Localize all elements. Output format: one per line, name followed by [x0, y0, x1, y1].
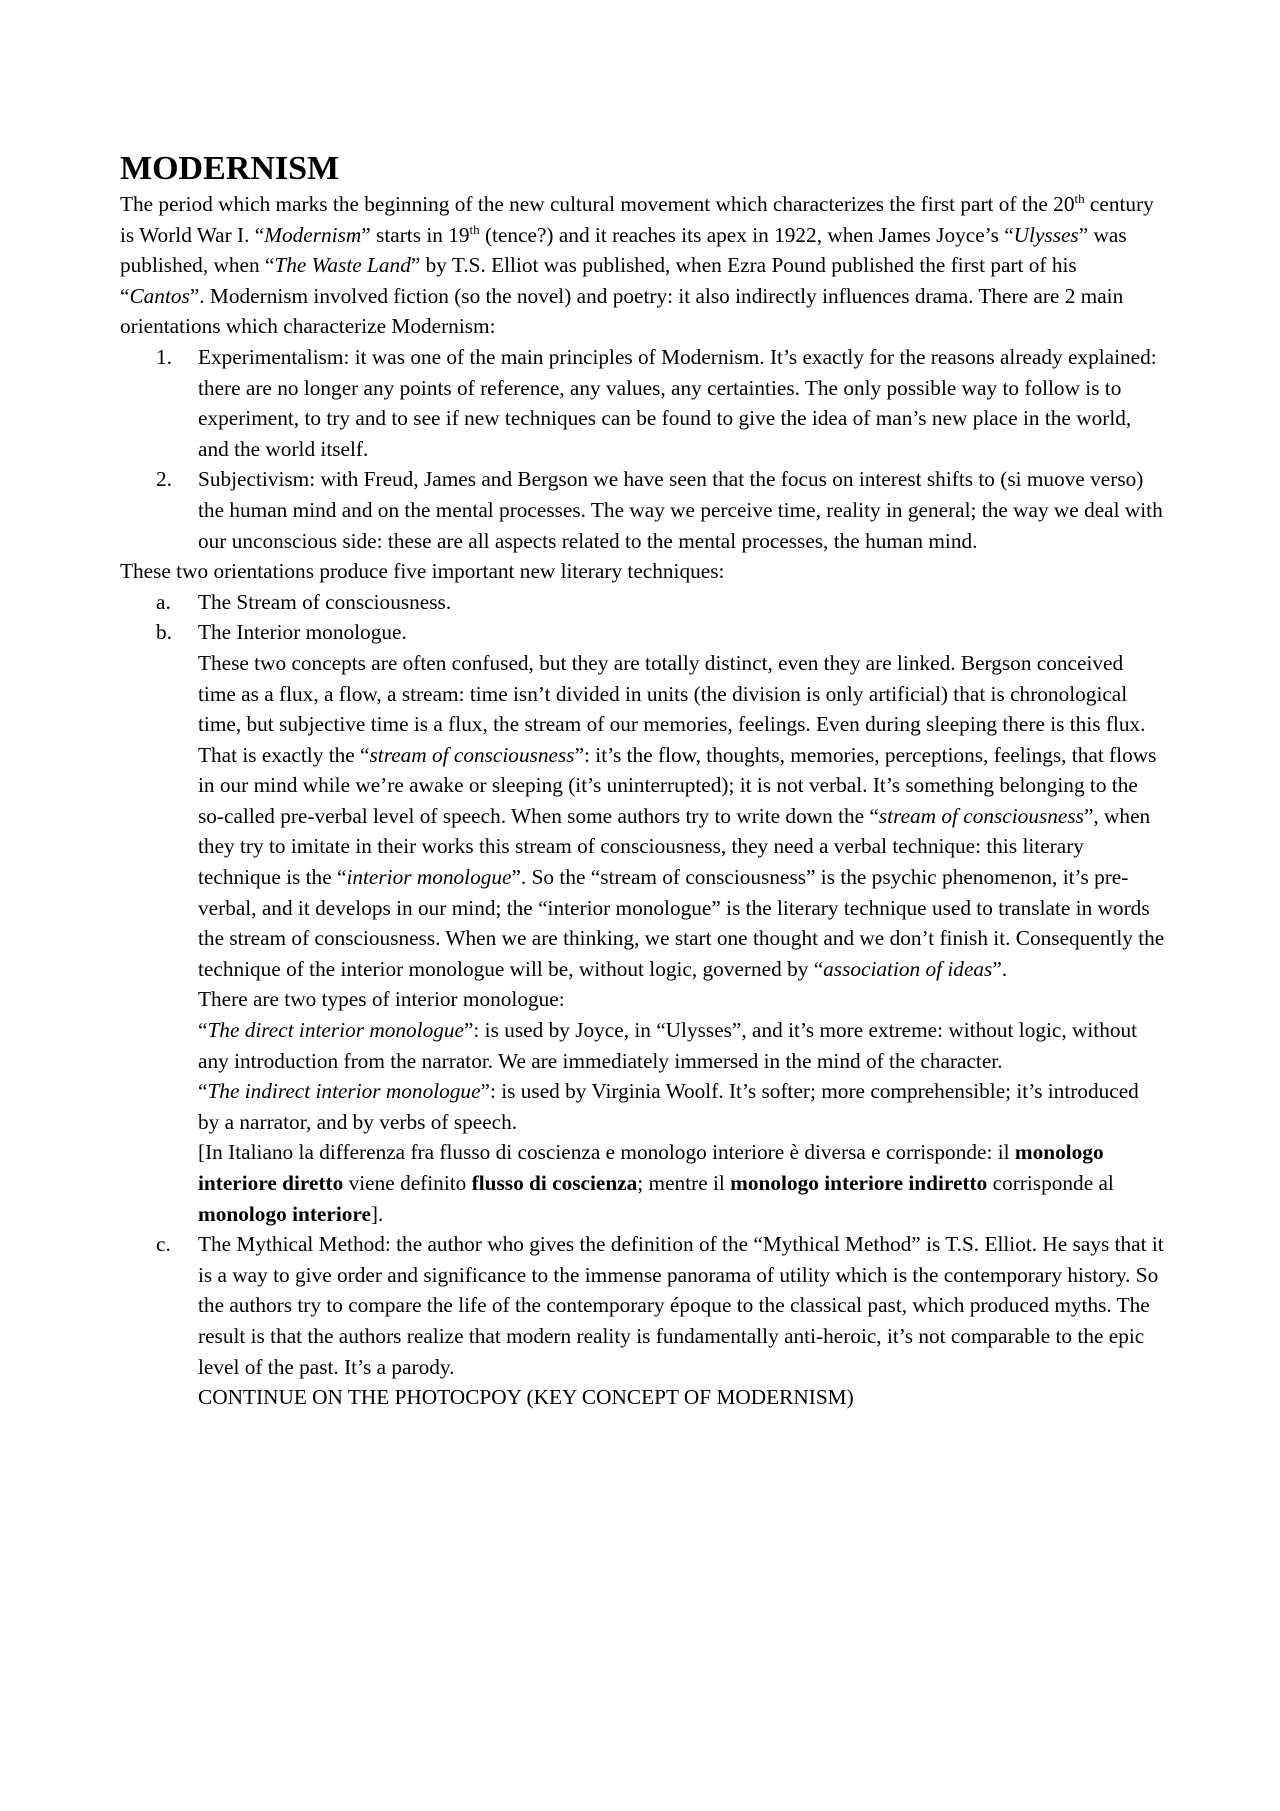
types-intro: There are two types of interior monologue: — [198, 987, 565, 1012]
body-text: These two concepts are often confused, but they are totally distinct, even they are linked. Bergson conceived time as a flux, a flow, a stream: time isn’t divided in units (the division is only artificial) that is chronological time, but subjective time is a flux, the stream of our memories, feelings. Even during sleeping there is this flux. That is exactly the “ — [198, 650, 1146, 767]
list-marker: 1. — [156, 344, 172, 369]
italian-note-paragraph — [120, 1137, 1165, 1229]
list-item — [120, 342, 1165, 464]
list-item-text: Experimentalism: it was one of the main principles of Modernism. It’s exactly for the reasons already explained: there are no longer any points of reference, any values, any certainties. The only possible way to follow is to experiment, to try and to see if new techniques can be found to give the idea of man’s new place in the world, and the world itself. — [198, 344, 1157, 461]
intro-text: The period which marks the beginning of the new cultural movement which characterizes the first part of the 20 — [120, 192, 1075, 216]
list-item-text: The Mythical Method: the author who gives the definition of the “Mythical Method” is T.S. Elliot. He says that it is a way to give order and significance to the immense panorama of utility which is the contemporary history. So the authors try to compare the life of the contemporary époque to the classical past, which produced myths. The result is that the authors realize that modern reality is fundamentally anti-heroic, it’s not comparable to the epic level of the past. It’s a parody. — [198, 1232, 1164, 1379]
list-marker: a. — [156, 589, 171, 614]
list-marker: b. — [156, 620, 172, 645]
italic-term: association of ideas — [823, 956, 993, 981]
superscript: th — [469, 221, 480, 237]
indirect-monologue-paragraph — [120, 1076, 1165, 1137]
page-title: MODERNISM — [120, 150, 340, 187]
italic-term: stream of consciousness — [369, 742, 575, 767]
list-item — [120, 464, 1165, 556]
list-item — [120, 617, 1165, 648]
continue-note: CONTINUE ON THE PHOTOCPOY (KEY CONCEPT OF MODERNISM) — [198, 1385, 854, 1410]
intro-text: century is World War I. “ — [120, 192, 1154, 247]
body-text: ; mentre il — [637, 1171, 731, 1195]
orientations-list — [120, 342, 1165, 556]
direct-monologue-paragraph — [120, 1015, 1165, 1076]
intro-text: ” starts in 19 — [361, 222, 470, 247]
techniques-list-continued — [120, 1229, 1165, 1382]
body-text: ”: is used by Joyce, in “Ulysses”, and it’s more extreme: without logic, without any introduction from the narrator. We are immediately immersed in the mind of the character. — [198, 1018, 1138, 1073]
bold-term: flusso di coscienza — [471, 1171, 638, 1195]
techniques-intro: These two orientations produce five important new literary techniques: — [120, 559, 725, 584]
list-item — [120, 587, 1165, 618]
body-text: “ — [198, 1079, 208, 1104]
list-marker: 2. — [156, 467, 172, 492]
italic-term: The direct interior monologue — [207, 1018, 464, 1043]
list-marker: c. — [156, 1232, 171, 1257]
list-item-text: Subjectivism: with Freud, James and Bergson we have seen that the focus on interest shifts to (si muove verso) the human mind and on the mental processes. The way we perceive time, reality in general; the way we deal with our unconscious side: these are all aspects related to the mental processes, the human mind. — [198, 467, 1163, 553]
list-item — [120, 1229, 1165, 1382]
body-text: ”: is used by Virginia Woolf. It’s softer; more comprehensible; it’s introduced by a narrator, and by verbs of speech. — [198, 1079, 1139, 1134]
intro-text: ”. Modernism involved fiction (so the novel) and poetry: it also indirectly influences drama. There are 2 main orientations which characterize Modernism: — [120, 283, 1124, 339]
intro-text: ” by T.S. Elliot was published, when Ezra Pound published the first part of his “ — [120, 253, 1077, 308]
body-text: [In Italiano la differenza fra flusso di coscienza e monologo interiore è diversa e corrisponde: il — [198, 1140, 1015, 1165]
body-text: “ — [198, 1018, 208, 1043]
body-text: ”. — [992, 956, 1008, 981]
italic-term: Cantos — [129, 283, 190, 308]
italic-term: The Waste Land — [274, 253, 411, 278]
explanation-paragraph — [120, 648, 1165, 985]
list-item-text: The Stream of consciousness. — [198, 589, 452, 614]
techniques-list — [120, 587, 1165, 648]
italic-term: The indirect interior monologue — [207, 1079, 481, 1104]
body-text: corrisponde al — [987, 1171, 1114, 1195]
bold-term: monologo interiore indiretto — [730, 1171, 988, 1195]
body-text: viene definito — [343, 1171, 472, 1195]
bold-term: monologo interiore diretto — [198, 1140, 1104, 1195]
superscript: th — [1074, 191, 1085, 206]
italic-term: stream of consciousness — [878, 803, 1084, 828]
list-item-text: The Interior monologue. — [198, 620, 407, 645]
intro-text: ” was published, when “ — [120, 222, 1127, 278]
bold-term: monologo interiore — [198, 1201, 371, 1226]
body-text: ”, when they try to imitate in their works this stream of consciousness, they need a verbal technique: this literary technique is the “ — [198, 803, 1151, 890]
italic-term: Ulysses — [1013, 222, 1079, 247]
body-text: ]. — [370, 1201, 384, 1226]
document-page — [120, 149, 1165, 1413]
body-text: ”. So the “stream of consciousness” is the psychic phenomenon, it’s pre-verbal, and it develops in our mind; the “interior monologue” is the literary technique used to translate in words the stream of consciousness. When we are thinking, we start one thought and we don’t finish it. Consequently the technique of the interior monologue will be, without logic, governed by “ — [198, 865, 1165, 981]
intro-paragraph — [120, 189, 1165, 342]
italic-term: interior monologue — [346, 865, 512, 890]
intro-text: (tence?) and it reaches its apex in 1922, when James Joyce’s “ — [479, 222, 1014, 247]
body-text: ”: it’s the flow, thoughts, memories, perceptions, feelings, that flows in our mind while we’re awake or sleeping (it’s uninterrupted); it is not verbal. It’s something belonging to the so-called pre-verbal level of speech. When some authors try to write down the “ — [198, 742, 1157, 828]
italic-term: Modernism — [264, 222, 362, 247]
